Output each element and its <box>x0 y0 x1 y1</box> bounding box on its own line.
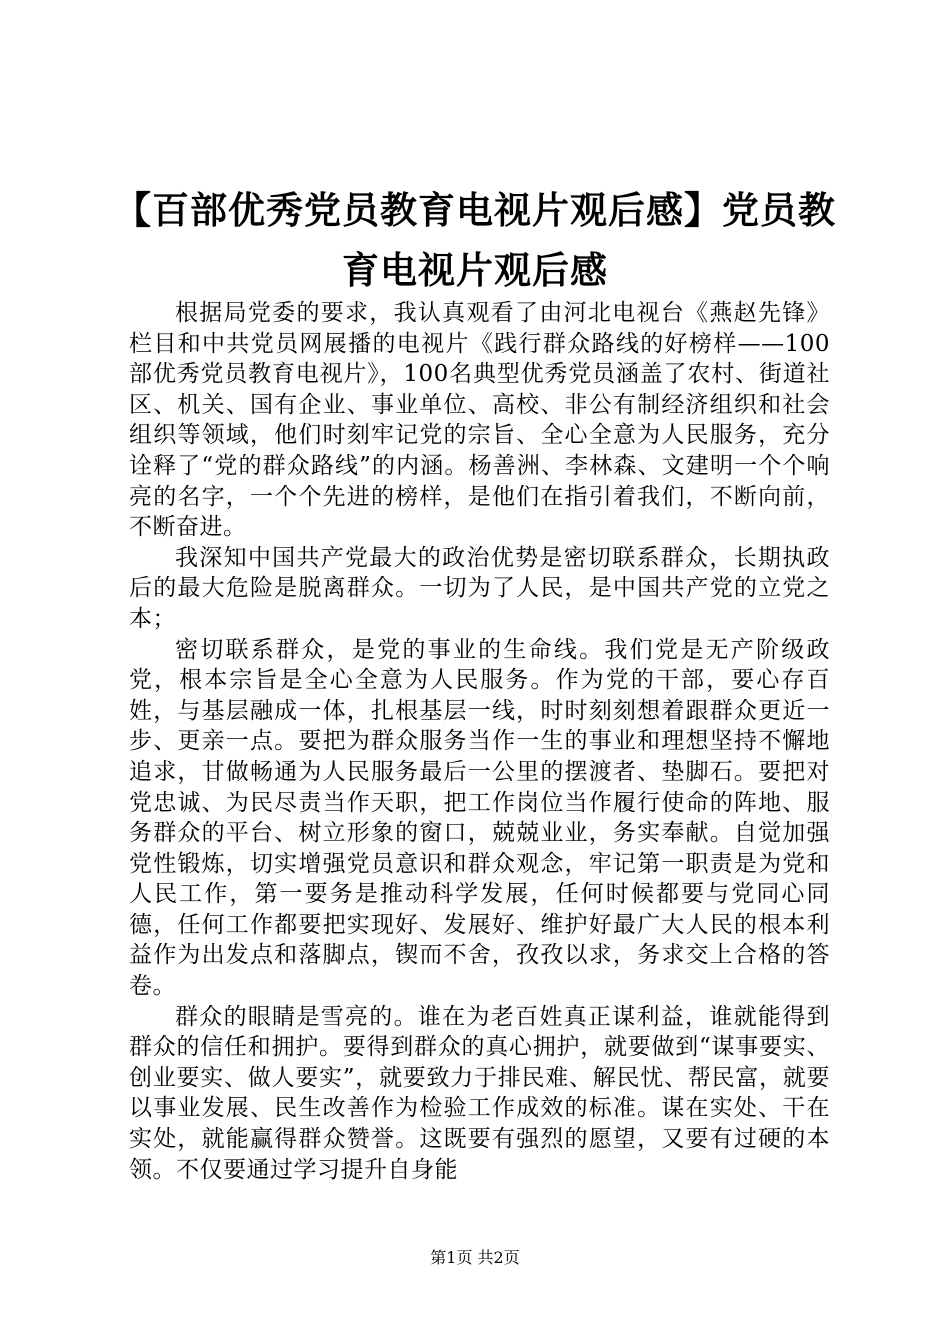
paragraph: 群众的眼睛是雪亮的。谁在为老百姓真正谋利益，谁就能得到群众的信任和拥护。要得到群众的真心拥护，就要做到“谋事要实、创业要实、做人要实”，就要致力于排民难、解民忧、帮民富，就要以事业发展、民生改善作为检验工作成效的标准。谋在实处、干在实处，就能赢得群众赞誉。这既要有强烈的愿望，又要有过硬的本领。不仅要通过学习提升自身能 <box>129 1003 830 1183</box>
document-body <box>129 298 830 1185</box>
paragraph: 我深知中国共产党最大的政治优势是密切联系群众，长期执政后的最大危险是脱离群众。一切为了人民，是中国共产党的立党之本； <box>129 544 830 632</box>
page-number-footer: 第1页 共2页 <box>430 1248 520 1267</box>
paragraph: 密切联系群众，是党的事业的生命线。我们党是无产阶级政党，根本宗旨是全心全意为人民服务。作为党的干部，要心存百姓，与基层融成一体，扎根基层一线，时时刻刻想着跟群众更近一步、更亲一点。要把为群众服务当作一生的事业和理想坚持不懈地追求，甘做畅通为人民服务最后一公里的摆渡者、垫脚石。要把对党忠诚、为民尽责当作天职，把工作岗位当作履行使命的阵地、服务群众的平台、树立形象的窗口，兢兢业业，务实奉献。自觉加强党性锻炼，切实增强党员意识和群众观念，牢记第一职责是为党和人民工作，第一要务是推动科学发展，任何时候都要与党同心同德，任何工作都要把实现好、发展好、维护好最广大人民的根本利益作为出发点和落脚点，锲而不舍，孜孜以求，务求交上合格的答卷。 <box>129 636 830 1000</box>
document-title: 【百部优秀党员教育电视片观后感】党员教育电视片观后感 <box>114 188 836 292</box>
paragraph: 根据局党委的要求，我认真观看了由河北电视台《燕赵先锋》栏目和中共党员网展播的电视片《践行群众路线的好榜样——100部优秀党员教育电视片》，100名典型优秀党员涵盖了农村、街道社区、机关、国有企业、事业单位、高校、非公有制经济组织和社会组织等领域，他们时刻牢记党的宗旨、全心全意为人民服务，充分诠释了“党的群众路线”的内涵。杨善洲、李林森、文建明一个个响亮的名字，一个个先进的榜样，是他们在指引着我们，不断向前，不断奋进。 <box>129 300 830 541</box>
